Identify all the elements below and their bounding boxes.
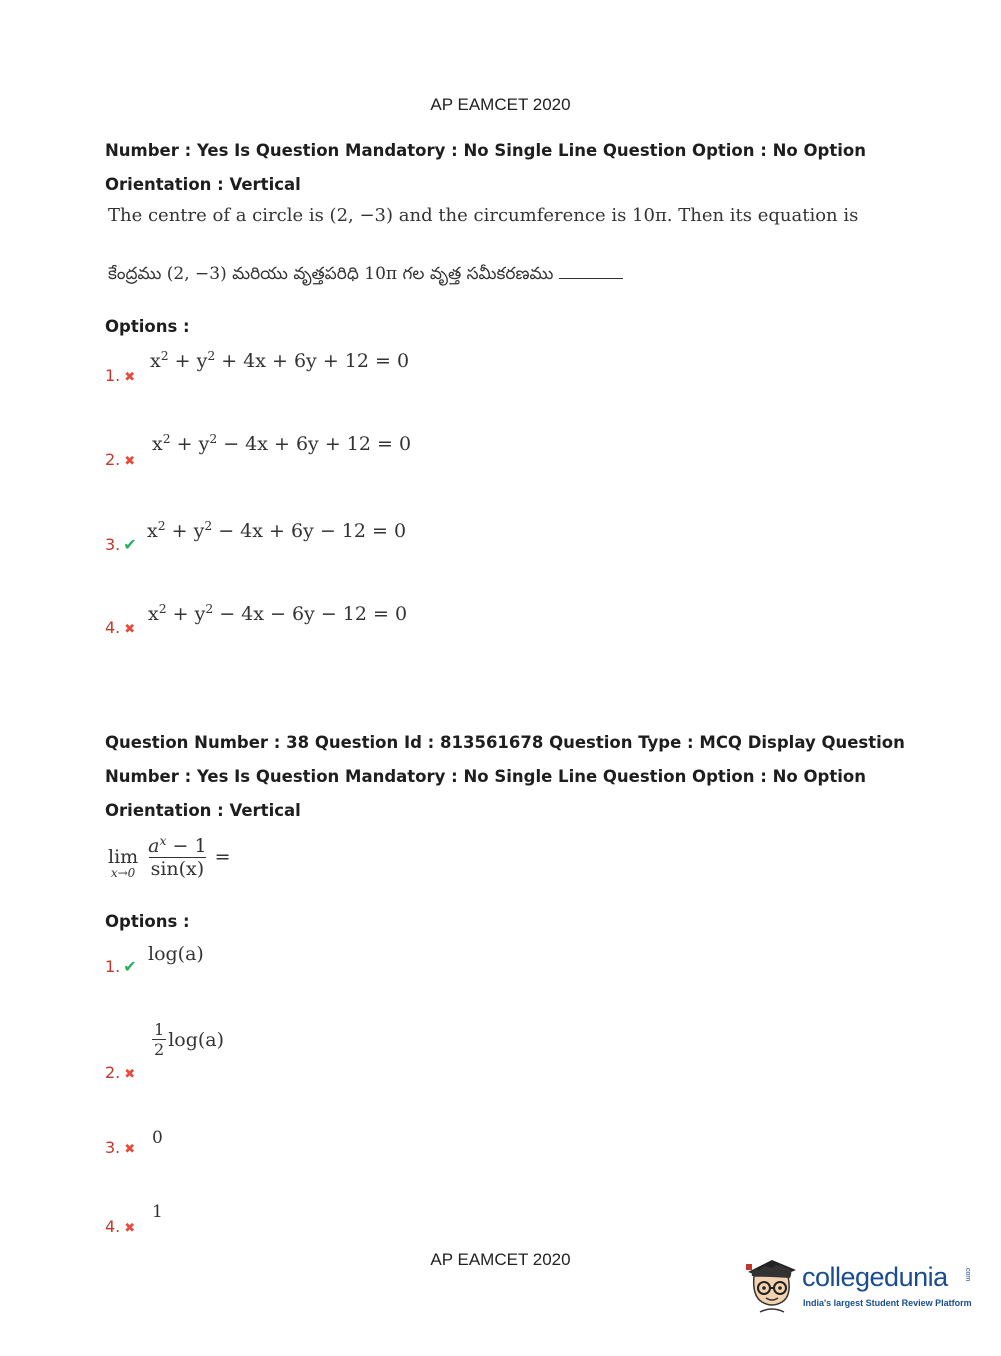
q38-option-2-marker[interactable] [105,1063,135,1082]
q37-question-english: The centre of a circle is (2, −3) and the circumference is 10π. Then its equation is [108,205,859,226]
option-number: 4. [105,618,121,637]
option-number: 1. [105,366,121,385]
limit-fraction: $\frac{a^x - 1}{\sin(x)}$ [148,833,207,880]
q37-option-3-expression: $x^2 + y^2 - 4x + 6y - 12 = 0$ [147,519,407,542]
option-number: 2. [105,450,121,469]
cross-icon: ✖ [124,622,136,637]
q38-meta-line3: Orientation : Vertical [105,801,301,820]
cross-icon: ✖ [124,454,136,469]
option-number: 4. [105,1217,121,1236]
q38-option-3-expression: 0 [152,1128,163,1148]
collegedunia-logo[interactable] [742,1250,972,1320]
q37-option-2-expression: $x^2 + y^2 - 4x + 6y + 12 = 0$ [152,432,412,455]
q38-option-1-marker[interactable] [105,957,137,976]
q37-meta-line1: Number : Yes Is Question Mandatory : No Single Line Question Option : No Option [105,141,866,160]
q37-option-3-marker[interactable] [105,535,137,554]
q37-option-4-marker[interactable] [105,618,135,637]
option-number: 3. [105,535,121,554]
option-number: 2. [105,1063,121,1082]
cross-icon: ✖ [124,1142,136,1157]
page-header: AP EAMCET 2020 [430,95,571,114]
page-footer: AP EAMCET 2020 [430,1250,571,1269]
option-number: 1. [105,957,121,976]
q38-option-4-expression: 1 [152,1202,163,1222]
check-icon: ✔ [123,535,137,554]
option-number: 3. [105,1138,121,1157]
q38-limit-expression [108,834,230,880]
q37-option-4-expression: $x^2 + y^2 - 4x - 6y - 12 = 0$ [148,602,408,625]
half-fraction: $\frac{1}{2}$ [154,1020,165,1059]
q37-telugu-text: కేంద్రము (2, −3) మరియు వృత్తపరిధి 10π గల వృత్త సమీకరణము [108,264,554,284]
cross-icon: ✖ [124,1221,136,1236]
q37-options-label: Options : [105,317,190,336]
q37-option-2-marker[interactable] [105,450,135,469]
q38-option-1-expression: log(a) [148,943,204,965]
q37-meta-line2: Orientation : Vertical [105,175,301,194]
check-icon: ✔ [123,957,137,976]
q38-option-2-expression: $\frac{1}{2}$ log(a) [154,1020,225,1059]
q38-option-3-marker[interactable] [105,1138,135,1157]
q37-question-telugu [108,264,623,288]
logo-wordmark: collegedunia [802,1262,948,1292]
equals-sign: = [214,846,231,868]
q38-meta-line2: Number : Yes Is Question Mandatory : No Single Line Question Option : No Option [105,767,866,786]
answer-blank [559,278,623,279]
q38-options-label: Options : [105,912,190,931]
cross-icon: ✖ [124,370,136,385]
q38-meta-line1: Question Number : 38 Question Id : 813561678 Question Type : MCQ Display Question [105,733,905,752]
logo-domain-suffix: .com [964,1266,971,1282]
cross-icon: ✖ [124,1067,136,1082]
student-mascot-icon [742,1250,800,1316]
q37-option-1-marker[interactable] [105,366,135,385]
q37-option-1-expression: $x^2 + y^2 + 4x + 6y + 12 = 0$ [150,349,410,372]
limit-operator: lim x→0 [108,846,139,880]
q38-option-4-marker[interactable] [105,1217,135,1236]
logo-tagline: India's largest Student Review Platform [803,1298,972,1308]
